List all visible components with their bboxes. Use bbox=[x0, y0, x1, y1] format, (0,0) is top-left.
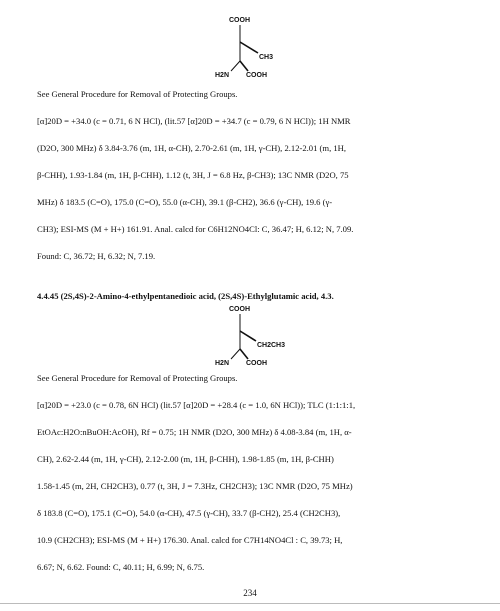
entry2-line-2: EtOAc:H2O:nBuOH:AcOH), Rf = 0.75; 1H NMR (D2O, 300 MHz) δ 4.08-3.84 (m, 1H, α- bbox=[37, 427, 352, 437]
entry2-line-1: [α]20D = +23.0 (c = 0.78, 6N HCl) (lit.57 [α]20D = +28.4 (c = 1.0, 6N HCl)); TLC (1:1:1:1, bbox=[37, 400, 356, 410]
entry1-line-2: (D2O, 300 MHz) δ 3.84-3.76 (m, 1H, α-CH), 2.70-2.61 (m, 1H, γ-CH), 2.12-2.01 (m, 1H, bbox=[37, 143, 347, 153]
struct1-amine-label: H2N bbox=[215, 72, 230, 79]
entry2-line-4: 1.58-1.45 (m, 2H, CH2CH3), 0.77 (t, 3H, J = 7.3Hz, CH2CH3); 13C NMR (D2O, 75 MHz) bbox=[37, 481, 353, 491]
struct1-acid-label: COOH bbox=[246, 72, 267, 79]
bottom-rule bbox=[0, 603, 500, 604]
procedure-note-1: See General Procedure for Removal of Protecting Groups. bbox=[37, 89, 238, 99]
entry2-line-7: 6.67; N, 6.62. Found: C, 40.11; H, 6.99; N, 6.75. bbox=[37, 562, 205, 572]
struct1-side-label: CH3 bbox=[259, 54, 274, 61]
struct1-top-label: COOH bbox=[229, 17, 250, 24]
entry2-line-6: 10.9 (CH2CH3); ESI-MS (M + H+) 176.30. Anal. calcd for C7H14NO4Cl : C, 39.73; H, bbox=[37, 535, 343, 545]
struct2-amine-label: H2N bbox=[215, 360, 230, 367]
entry2-line-3: CH), 2.62-2.44 (m, 1H, γ-CH), 2.12-2.00 (m, 1H, β-CHH), 1.98-1.85 (m, 1H, β-CHH) bbox=[37, 454, 334, 464]
entry1-line-6: Found: C, 36.72; H, 6.32; N, 7.19. bbox=[37, 251, 156, 261]
entry2-line-5: δ 183.8 (C=O), 175.1 (C=O), 54.0 (α-CH), 47.5 (γ-CH), 33.7 (β-CH2), 25.4 (CH2CH3), bbox=[37, 508, 341, 518]
procedure-note-2: See General Procedure for Removal of Protecting Groups. bbox=[37, 373, 238, 383]
page-number: 234 bbox=[243, 588, 257, 598]
struct2-top-label: COOH bbox=[229, 306, 250, 313]
entry1-line-5: CH3); ESI-MS (M + H+) 161.91. Anal. calcd for C6H12NO4Cl: C, 36.47; H, 6.12; N, 7.09. bbox=[37, 224, 354, 234]
structure-2 bbox=[0, 301, 500, 381]
entry1-line-1: [α]20D = +34.0 (c = 0.71, 6 N HCl), (lit.57 [α]20D = +34.7 (c = 0.79, 6 N HCl)); 1H NMR bbox=[37, 116, 351, 126]
struct2-acid-label: COOH bbox=[246, 360, 267, 367]
entry1-line-4: MHz) δ 183.5 (C=O), 175.0 (C=O), 55.0 (α-CH), 39.1 (β-CH2), 36.6 (γ-CH), 19.6 (γ- bbox=[37, 197, 333, 207]
section-heading: 4.4.45 (2S,4S)-2-Amino-4-ethylpentanedioic acid, (2S,4S)-Ethylglutamic acid, 4.3. bbox=[37, 291, 334, 301]
molecule-drawing-2 bbox=[0, 301, 500, 381]
entry1-line-3: β-CHH), 1.93-1.84 (m, 1H, β-CHH), 1.12 (t, 3H, J = 6.8 Hz, β-CH3); 13C NMR (D2O, 75 bbox=[37, 170, 349, 180]
struct2-side-label: CH2CH3 bbox=[257, 342, 286, 349]
